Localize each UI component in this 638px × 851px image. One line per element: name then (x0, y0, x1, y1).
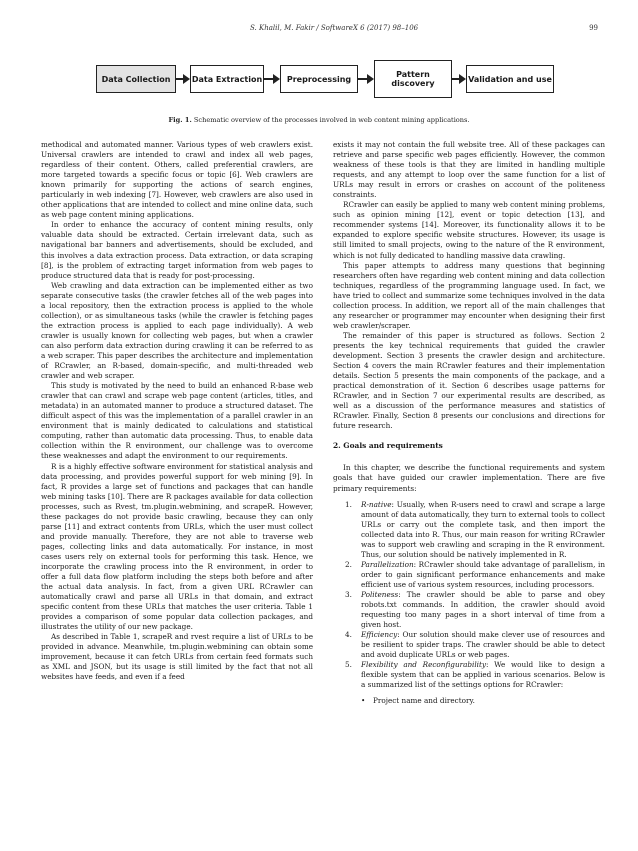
item-number: 2. (345, 559, 352, 569)
item-term: Flexibility and Reconfigurability (361, 660, 487, 670)
left-column (41, 140, 313, 683)
box-preprocessing: Preprocessing (280, 65, 358, 93)
list-item (333, 630, 605, 660)
section-heading: 2. Goals and requirements (333, 441, 443, 451)
item-term: Politeness (361, 589, 399, 599)
paragraph: Web crawling and data extraction can be implemented either as two separate consecutive tasks (the crawler fetches all of the web pages into a local repository, then the extraction process is applied to the whole collection), or as simultaneous tasks (while the crawler is fetching pages the extraction process is applied to each page individually). A web crawler is usually known for collecting web pages, but when a crawler can also perform data extraction during crawling it can be referred to as a web scraper. This paper describes the architecture and implementation of RCrawler, an R-based, domain-specific, and multi-threaded web crawler and web scraper. (41, 280, 313, 381)
bullet-text: Project name and directory. (373, 696, 475, 706)
box-pattern-discovery: Pattern discovery (374, 60, 452, 98)
paragraph: This study is motivated by the need to build an enhanced R-base web crawler that can crawl and scrape web page content (articles, titles, and metadata) in an automated manner to produce a structured dataset. The difficult aspect of this was the implementation of a parallel crawler in an environment that is mainly dedicated to calculations and statistical computing, rather than automatic data processing. Thus, to enable data collection within the R environment, our challenge was to overcome these weaknesses and adapt the environment to our requirements. (41, 381, 313, 461)
item-number: 1. (345, 499, 352, 509)
item-text: : Our solution should make clever use of resources and be resilient to spider traps. The crawler should be able to detect and avoid duplicate URLs or web pages. (361, 630, 605, 660)
paragraph: As described in Table 1, scrapeR and rvest require a list of URLs to be provided in advance. Meanwhile, tm.plugin.webmining can obtain some improvement, because it can fetch URLs from certain feed formats such as XML and JSON, but its usage is still limited by the fact that not all websites have feeds, and even if a feed (41, 632, 313, 682)
section-intro: In this chapter, we describe the functional requirements and system goals that have guided our crawler implementation. There are five primary requirements: (333, 463, 605, 493)
box-data-extraction: Data Extraction (190, 65, 264, 93)
journal-citation: S. Khalil, M. Fakir / SoftwareX 6 (2017) 98–106 (250, 24, 419, 32)
item-term: Parallelization (361, 559, 414, 569)
item-text: : RCrawler should take advantage of parallelism, in order to gain significant performance enhancements and make efficient use of various system resources, including processors. (361, 559, 605, 589)
paragraph: This paper attempts to address many questions that beginning researchers often have regarding web content mining and data collection techniques, regardless of the programming language used. In fact, we have tried to collect and summarize some techniques involved in the data collection process. In addition, we report all of the main challenges that any researcher or programmer may encounter when designing their first web crawler/scraper. (333, 260, 605, 330)
item-text: : Usually, when R-users need to crawl and scrape a large amount of data automatically, they turn to external tools to collect URLs or carry out the complete task, and then import the collected data into R. Thus, our main reason for writing RCrawler was to support web crawling and scraping in the R environment. Thus, our solution should be natively implemented in R. (361, 499, 605, 559)
item-number: 4. (345, 630, 352, 640)
figure-label: Fig. 1. (168, 116, 192, 124)
bullet-item (333, 696, 605, 706)
box-data-collection: Data Collection (96, 65, 176, 93)
list-item (333, 590, 605, 630)
right-column (333, 140, 605, 706)
page-number: 99 (589, 24, 598, 32)
box-validation-and-use: Validation and use (466, 65, 554, 93)
item-text: : The crawler should be able to parse and obey robots.txt commands. In addition, the crawler should avoid requesting too many pages in a short interval of time from a given host. (361, 589, 605, 630)
arrow-3 (358, 78, 368, 80)
figure-caption-text: Schematic overview of the processes involved in web content mining applications. (193, 116, 470, 124)
arrow-4 (452, 78, 460, 80)
paragraph: RCrawler can easily be applied to many web content mining problems, such as opinion mining [12], event or topic detection [13], and recommender systems [14]. Moreover, its functionality allows it to be expanded to explore specific website structures. However, its usage is still limited to small projects, owing to the nature of the R environment, which is not fully dedicated to handling massive data crawling. (333, 200, 605, 260)
figure-caption (0, 116, 638, 124)
list-item (333, 500, 605, 560)
paragraph: The remainder of this paper is structured as follows. Section 2 presents the key technical requirements that guided the crawler development. Section 3 presents the crawler design and architecture. Section 4 covers the main RCrawler features and their implementation details. Section 5 presents the main components of the package, and a practical demonstration of it. Section 6 describes usage patterns for RCrawler, and in Section 7 our experimental results are described, as well as a discussion of the performance measures and statistics of RCrawler. Finally, Section 8 presents our conclusions and directions for future research. (333, 330, 605, 431)
item-term: Efficiency (361, 630, 398, 640)
list-item (333, 560, 605, 590)
arrow-1 (176, 78, 184, 80)
requirements-list (333, 500, 605, 691)
item-number: 5. (345, 660, 352, 670)
bullet-mark: • (361, 696, 366, 706)
arrow-2 (264, 78, 274, 80)
process-diagram (96, 60, 556, 102)
paragraph: R is a highly effective software environment for statistical analysis and data processing, and provides powerful support for web mining [9]. In fact, R provides a large set of functions and packages that can handle web mining tasks [10]. There are R packages available for data collection processes, such as Rvest, tm.plugin.webmining, and scrapeR. However, these packages do not provide basic crawling, because they can only parse [11] and extract contents from URLs, which the user must collect and provide manually. Therefore, they are not able to traverse web pages, collecting links and data automatically. For instance, in most cases users rely on external tools for performing this task. Hence, we incorporate the crawling process into the R environment, in order to offer a full data flow platform including the steps both before and after the actual data analysis. In fact, from a given URL RCrawler can automatically crawl and parse all URLs in that domain, and extract specific content from these URLs that matches the user criteria. Table 1 provides a comparison of some popular data collection packages, and illustrates the utility of our new package. (41, 461, 313, 632)
paragraph: In order to enhance the accuracy of content mining results, only valuable data should be extracted. Certain irrelevant data, such as navigational bar banners and advertisements, should be excluded, and this involves a data extraction process. Data extraction, or data scraping [8], is the problem of extracting target information from web pages to produce structured data that is ready for post-processing. (41, 220, 313, 280)
running-head (0, 24, 638, 36)
item-text: : We would like to design a flexible system that can be applied in various scenarios. Below is a summarized list of the settings options for RCrawler: (361, 660, 606, 690)
item-number: 3. (345, 589, 352, 599)
item-term: R-native (361, 499, 392, 509)
paragraph: methodical and automated manner. Various types of web crawlers exist. Universal crawlers are intended to crawl and index all web pages, regardless of their content. Others, called preferential crawlers, are more targeted towards a specific focus or topic [6]. Web crawlers are known primarily for supporting the actions of search engines, particularly in web indexing [7]. However, web crawlers are also used in other applications that are intended to collect and mine online data, such as web page content mining applications. (41, 140, 313, 220)
list-item (333, 660, 605, 690)
paragraph: exists it may not contain the full website tree. All of these packages can retrieve and parse specific web pages efficiently. However, the common weakness of these tools is that they are limited in handling multiple requests, and any attempt to loop over the same function for a list of URLs may result in errors or crashes on account of the politeness constraints. (333, 140, 605, 200)
